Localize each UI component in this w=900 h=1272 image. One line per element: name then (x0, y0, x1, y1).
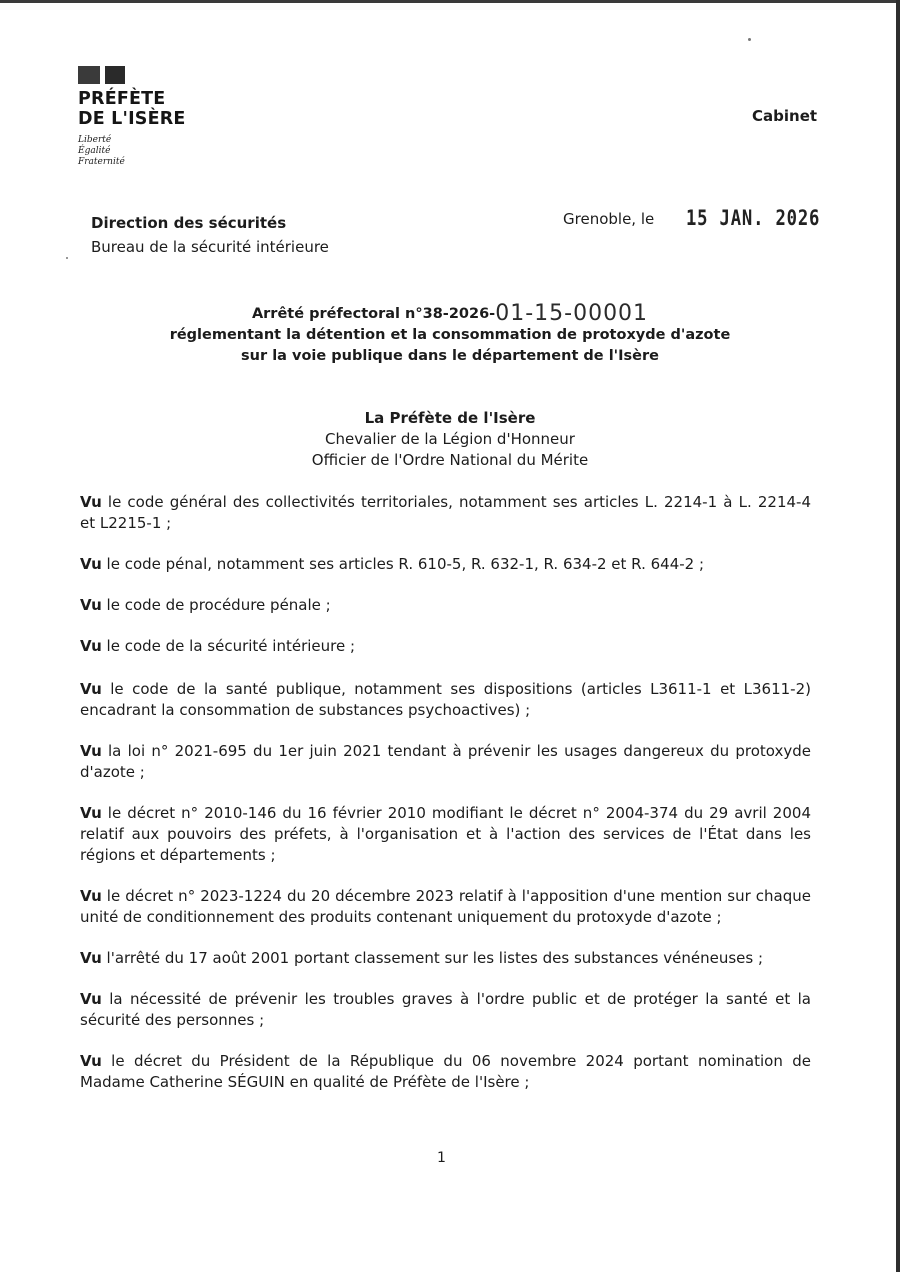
visa-item: Vu le code général des collectivités territoriales, notamment ses articles L. 2214-1 à L. 2214-4 et L2215-1 ; (80, 493, 811, 532)
arrete-prefix: Arrêté préfectoral n°38-2026- (251, 306, 496, 322)
visa-item: Vu le décret du Président de la République du 06 novembre 2024 portant nomination de Madame Catherine SÉGUIN en qualité de Préfète de l'Isère ; (80, 1052, 811, 1091)
prefet-title: La Préfète de l'Isère (364, 409, 536, 427)
scan-edge-top (0, 0, 900, 3)
arrete-subject-line-1: réglementant la détention et la consommation de protoxyde d'azote (169, 327, 731, 343)
dateline-place: Grenoble, le (563, 210, 655, 228)
visas-list (80, 492, 811, 1113)
republic-motto (78, 135, 186, 168)
motto-egalite: Égalité (78, 146, 111, 156)
visa-item: Vu le code de la sécurité intérieure ; (80, 637, 356, 655)
scan-speck (66, 257, 68, 259)
handwritten-number: 01-15-00001 (495, 301, 649, 326)
visa-item: Vu la nécessité de prévenir les troubles graves à l'ordre public et de protéger la santé et la sécurité des personnes ; (80, 990, 811, 1029)
arrete-number-line (120, 303, 780, 325)
visa-item: Vu le code de la santé publique, notamment ses dispositions (articles L3611-1 et L3611-2) encadrant la consommation de substances psychoactives) ; (80, 680, 811, 719)
scan-speck (748, 38, 751, 41)
visa-item: Vu le code pénal, notamment ses articles R. 610-5, R. 632-1, R. 634-2 et R. 644-2 ; (80, 555, 705, 573)
motto-fraternite: Fraternité (78, 157, 125, 167)
prefet-honor-1: Chevalier de la Légion d'Honneur (325, 430, 575, 448)
logo-line-1: PRÉFÈTE (78, 89, 166, 109)
logo-line-2: DE L'ISÈRE (78, 109, 186, 129)
arrete-title (120, 303, 780, 367)
scan-edge-right (896, 0, 900, 1272)
logo-title (78, 89, 186, 129)
prefet-block (150, 408, 750, 471)
direction-title: Direction des sécurités (91, 214, 287, 232)
prefet-honor-2: Officier de l'Ordre National du Mérite (311, 451, 589, 469)
prefecture-logo (78, 66, 186, 168)
visa-item: Vu le décret n° 2023-1224 du 20 décembre 2023 relatif à l'apposition d'une mention sur chaque unité de conditionnement des produits contenant uniquement du protoxyde d'azote ; (80, 887, 811, 926)
cabinet-label: Cabinet (752, 107, 818, 125)
date-stamp: 15 JAN. 2026 (686, 206, 821, 230)
page-number: 1 (437, 1150, 446, 1166)
arrete-subject-line-2: sur la voie publique dans le département de l'Isère (241, 348, 659, 364)
visa-item: Vu la loi n° 2021-695 du 1er juin 2021 tendant à prévenir les usages dangereux du protoxyde d'azote ; (80, 742, 811, 781)
visa-item: Vu le code de procédure pénale ; (80, 596, 331, 614)
service-block (91, 211, 329, 259)
bureau-name: Bureau de la sécurité intérieure (91, 238, 329, 256)
visa-item: Vu l'arrêté du 17 août 2001 portant classement sur les listes des substances vénéneuses ; (80, 949, 764, 967)
motto-liberte: Liberté (78, 135, 112, 145)
visa-item: Vu le décret n° 2010-146 du 16 février 2010 modifiant le décret n° 2004-374 du 29 avril 2004 relatif aux pouvoirs des préfets, à l'organisation et à l'action des services de l'État dans les régions et départements ; (80, 804, 811, 864)
marianne-emblem-icon (78, 66, 186, 84)
